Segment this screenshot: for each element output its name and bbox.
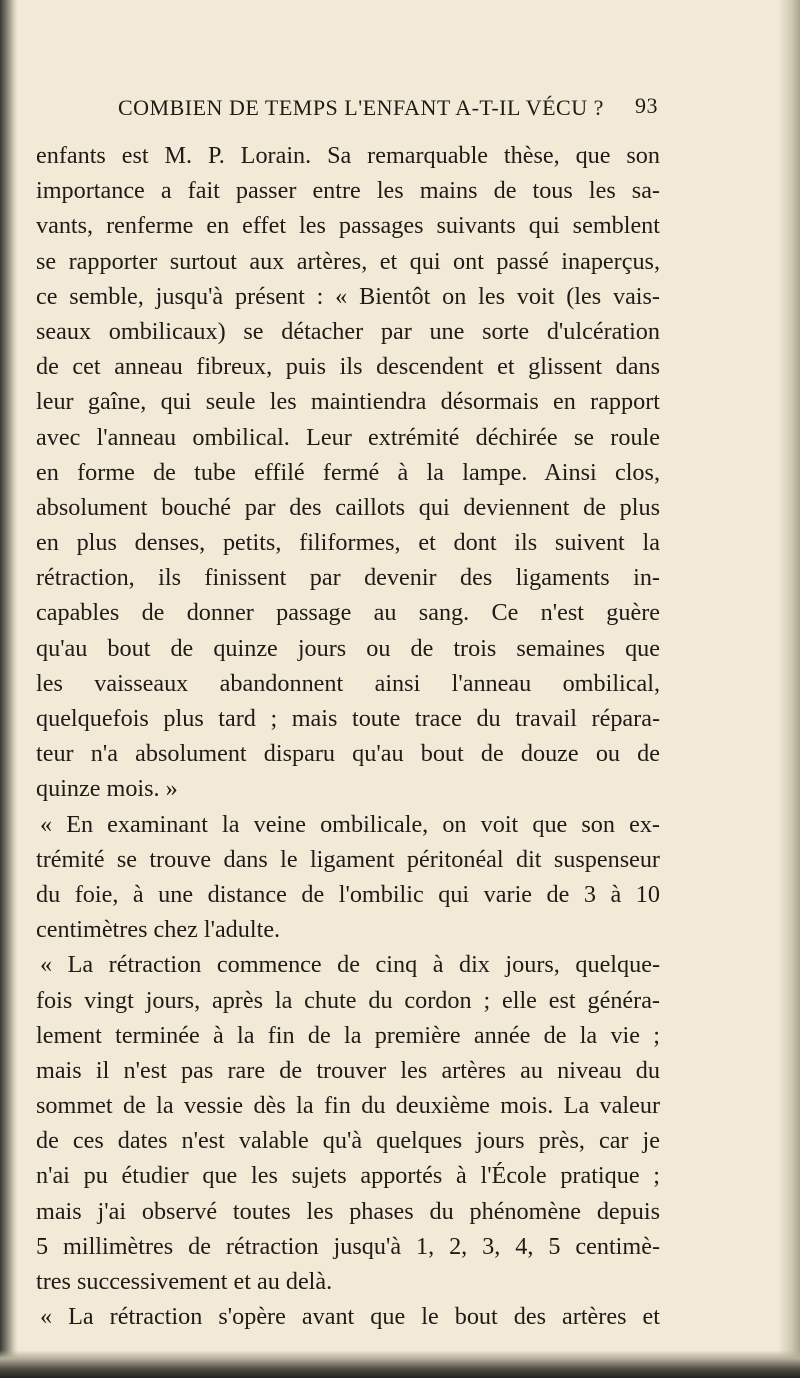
body-text <box>36 138 660 1334</box>
text-line: trémité se trouve dans le ligament péritonéal dit suspenseur <box>36 845 660 873</box>
text-line: « La rétraction s'opère avant que le bout des artères et <box>40 1303 660 1331</box>
text-line: quelquefois plus tard ; mais toute trace du travail répara- <box>36 705 660 732</box>
text-line: teur n'a absolument disparu qu'au bout de douze ou de <box>36 740 660 768</box>
binding-shadow <box>0 0 18 1378</box>
text-line: leur gaîne, qui seule les maintiendra désormais en rapport <box>36 388 660 416</box>
text-line: avec l'anneau ombilical. Leur extrémité déchirée se roule <box>36 423 660 451</box>
text-line: lement terminée à la fin de la première année de la vie ; <box>36 1021 660 1049</box>
text-line: 5 millimètres de rétraction jusqu'à 1, 2, 3, 4, 5 centimè- <box>36 1232 660 1260</box>
page-number: 93 <box>635 93 658 118</box>
text-line: vants, renferme en effet les passages suivants qui semblent <box>36 212 660 240</box>
text-line: capables de donner passage au sang. Ce n'est guère <box>36 599 660 627</box>
text-line: seaux ombilicaux) se détacher par une sorte d'ulcération <box>36 317 660 345</box>
text-line: se rapporter surtout aux artères, et qui ont passé inaperçus, <box>36 247 660 275</box>
text-line: en plus denses, petits, filiformes, et dont ils suivent la <box>36 529 660 557</box>
text-line: mais il n'est pas rare de trouver les artères au niveau du <box>36 1056 660 1084</box>
text-line: « La rétraction commence de cinq à dix jours, quelque- <box>40 951 660 979</box>
text-line: « En examinant la veine ombilicale, on voit que son ex- <box>40 810 660 838</box>
text-line: tres successivement et au delà. <box>36 1268 333 1295</box>
text-line: rétraction, ils finissent par devenir des ligaments in- <box>36 564 660 592</box>
text-line: les vaisseaux abandonnent ainsi l'anneau ombilical, <box>36 669 660 697</box>
text-line: n'ai pu étudier que les sujets apportés à l'École pratique ; <box>36 1162 660 1190</box>
text-line: absolument bouché par des caillots qui deviennent de plus <box>36 493 660 521</box>
text-line: qu'au bout de quinze jours ou de trois semaines que <box>36 634 660 662</box>
text-line: du foie, à une distance de l'ombilic qui varie de 3 à 10 <box>36 880 660 908</box>
running-head-title: COMBIEN DE TEMPS L'ENFANT A-T-IL VÉCU ? <box>118 95 604 120</box>
text-line: enfants est M. P. Lorain. Sa remarquable thèse, que son <box>36 142 660 169</box>
page-edge-bottom <box>0 1350 800 1378</box>
text-line: importance a fait passer entre les mains de tous les sa- <box>36 177 660 205</box>
text-line: mais j'ai observé toutes les phases du phénomène depuis <box>36 1197 660 1225</box>
text-line: de cet anneau fibreux, puis ils descendent et glissent dans <box>36 353 660 381</box>
running-head <box>118 95 658 131</box>
text-line: sommet de la vessie dès la fin du deuxième mois. La valeur <box>36 1092 660 1120</box>
text-line: en forme de tube effilé fermé à la lampe. Ainsi clos, <box>36 458 660 486</box>
text-line: de ces dates n'est valable qu'à quelques jours près, car je <box>36 1127 660 1155</box>
text-line: ce semble, jusqu'à présent : « Bientôt on les voit (les vais- <box>36 282 660 310</box>
text-line: quinze mois. » <box>36 775 178 803</box>
page-edge-right <box>778 0 800 1378</box>
text-line: centimètres chez l'adulte. <box>36 916 281 944</box>
text-line: fois vingt jours, après la chute du cordon ; elle est généra- <box>36 986 660 1014</box>
